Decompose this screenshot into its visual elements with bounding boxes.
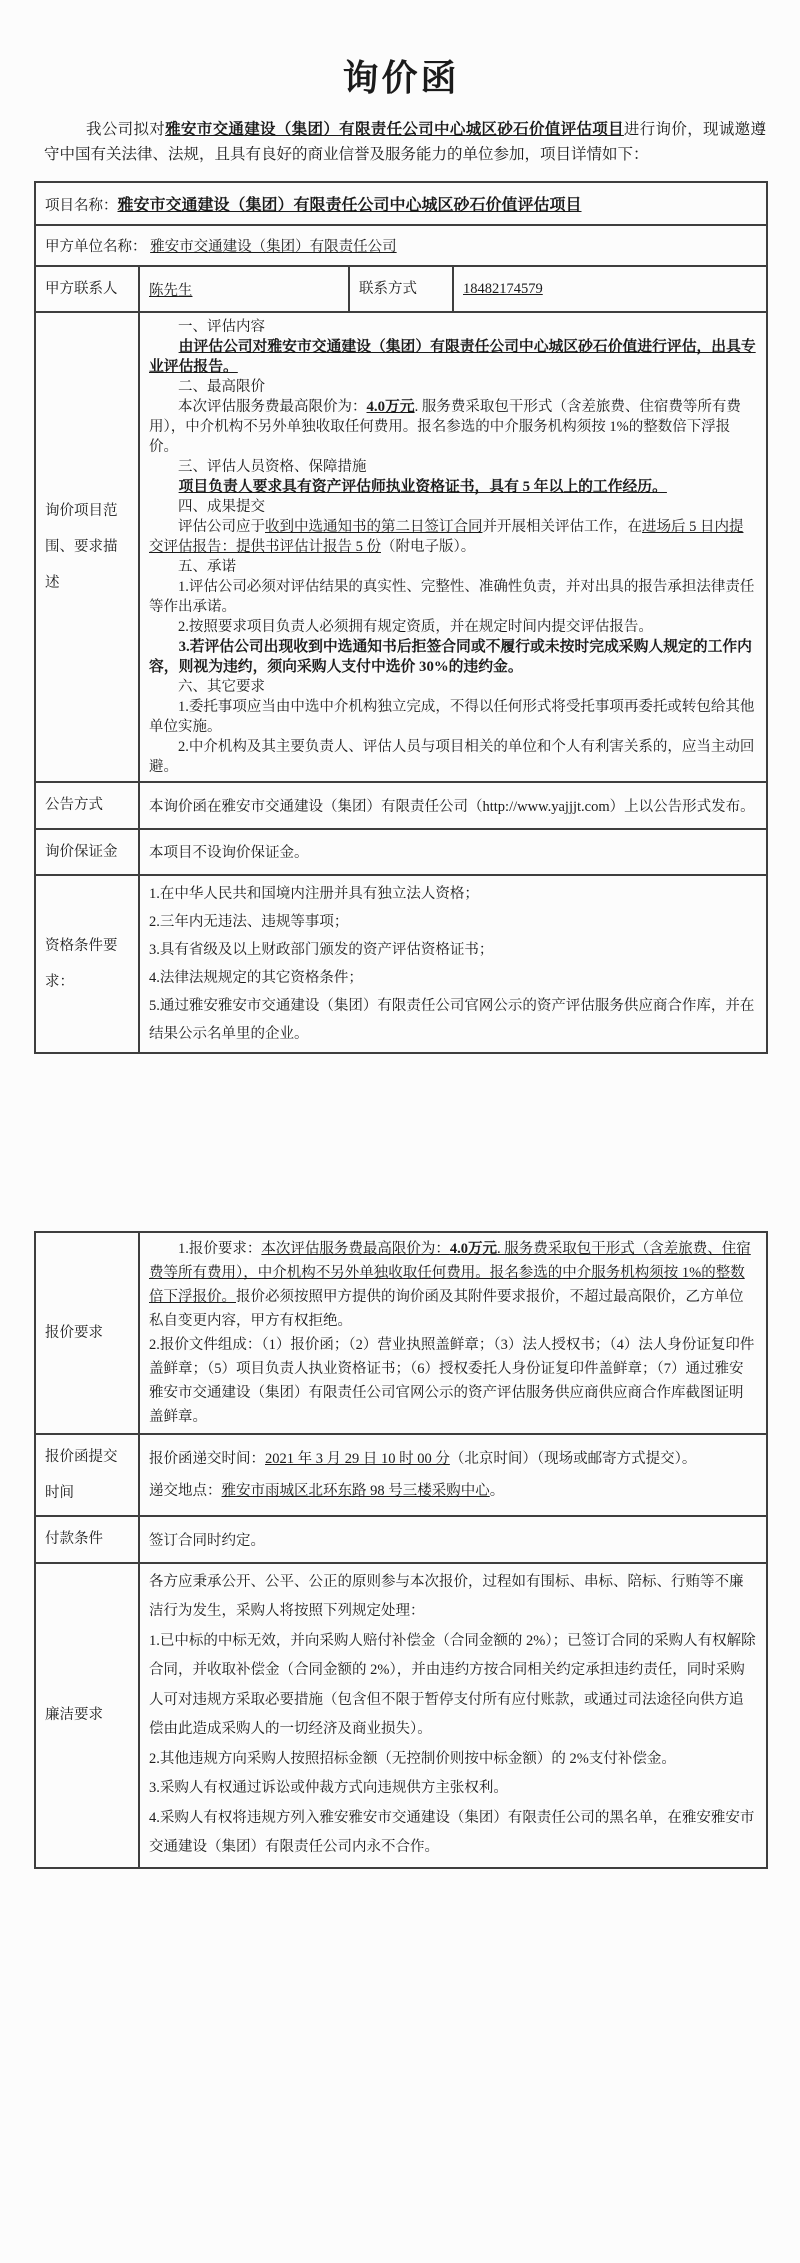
- scope-s4-p1: 评估公司应于: [178, 519, 265, 536]
- announcement-label: 公告方式: [35, 782, 139, 828]
- integrity-item: 1.已中标的中标无效，并向采购人赔付补偿金（合同金额的 2%）；已签订合同的采购人有权解除合同，并收取补偿金（合同金额的 2%），并由违约方按合同相关约定承担违约责任，同时采购人可对违规方采取必要措施（包含但不限于暂停支付所有应付账款，或通过司法途径向供方追偿由此造成采购人的一切经济及商业损失）。: [149, 1632, 756, 1737]
- quotation-table: [34, 1231, 768, 1869]
- scope-s2-rest: . 服务费采取包干形式（含差旅费、住宿费等所有费用），中介机构不另外单独收取任何费用。报名参选的中介服务机构须按 1%的整数倍下浮报价。: [149, 399, 741, 456]
- deadline-place-suffix: 。: [489, 1483, 505, 1499]
- quote-requirements-row: [35, 1232, 767, 1434]
- party-a-value: 雅安市交通建设（集团）有限责任公司: [150, 239, 397, 255]
- scope-s5-item2: 2.按照要求项目负责人必须拥有规定资质，并在规定时间内提交评估报告。: [178, 619, 653, 636]
- party-a-label: 甲方单位名称：: [45, 239, 147, 255]
- phone-number: 18482174579: [463, 280, 543, 297]
- deadline-time-value: 2021 年 3 月 29 日 10 时 00 分: [265, 1451, 450, 1467]
- scope-s4-p2: 并开展相关评估工作，在: [482, 519, 642, 536]
- scope-s4-body: [149, 517, 757, 557]
- scope-row: [35, 312, 767, 782]
- deposit-label: 询价保证金: [35, 829, 139, 875]
- deposit-row: [35, 829, 767, 875]
- scope-s5-heading: 五、承诺: [178, 559, 236, 576]
- scope-s5-item3: 3.若评估公司出现收到中选通知书后拒签合同或不履行或未按时完成采购人规定的工作内容，则视为违约，须向采购人支付中选价 30%的违约金。: [149, 639, 752, 676]
- deposit-value: 本项目不设询价保证金。: [139, 829, 767, 875]
- announcement-value: 本询价函在雅安市交通建设（集团）有限责任公司（http://www.yajjjt.com）上以公告形式发布。: [139, 782, 767, 828]
- party-a-row: [35, 225, 767, 266]
- intro-prefix: 我公司拟对: [86, 121, 166, 138]
- integrity-label: 廉洁要求: [35, 1563, 139, 1868]
- deadline-place-prefix: 递交地点：: [149, 1483, 222, 1499]
- quote-req-p1-rest: 报价必须按照甲方提供的询价函及其附件要求报价，不超过最高限价，乙方单位私自变更内容，甲方有权拒绝。: [149, 1288, 744, 1329]
- scope-s6-heading: 六、其它要求: [178, 679, 265, 696]
- payment-label: 付款条件: [35, 1516, 139, 1562]
- qualification-label: 资格条件要求：: [35, 875, 139, 1053]
- scope-s3-body: 项目负责人要求具有资产评估师执业资格证书，具有 5 年以上的工作经历。: [178, 479, 667, 496]
- integrity-item: 2.其他违规方向采购人按照招标金额（无控制价则按中标金额）的 2%支付补偿金。: [149, 1750, 676, 1767]
- quote-req-p1-u-prefix: 本次评估服务费最高限价为：: [261, 1240, 450, 1257]
- contact-label: 甲方联系人: [35, 266, 139, 312]
- quote-deadline-row: [35, 1434, 767, 1517]
- scope-s1-heading: 一、评估内容: [178, 319, 265, 336]
- integrity-row: [35, 1563, 767, 1868]
- qualification-item: 5.通过雅安雅安市交通建设（集团）有限责任公司官网公示的资产评估服务供应商合作库，并在结果公示名单里的企业。: [149, 997, 755, 1042]
- scope-s4-heading: 四、成果提交: [178, 499, 265, 516]
- phone-label: 联系方式: [349, 266, 453, 312]
- quote-deadline-place: [149, 1475, 757, 1507]
- contact-row: [35, 266, 767, 312]
- scope-label: 询价项目范围、要求描述: [35, 312, 139, 782]
- scope-s1-body: 由评估公司对雅安市交通建设（集团）有限责任公司中心城区砂石价值进行评估，出具专业评估报告。: [149, 339, 756, 376]
- scope-s4-u1: 收到中选通知书的第二日签订合同: [265, 519, 483, 536]
- phone-value-cell: [453, 266, 767, 312]
- contact-value-cell: [139, 266, 349, 312]
- qualification-content-cell: [139, 875, 767, 1053]
- project-name-cell: [35, 182, 767, 225]
- quote-requirements-p2: 2.报价文件组成：（1）报价函；（2）营业执照盖鲜章；（3）法人授权书；（4）法人身份证复印件盖鲜章；（5）项目负责人执业资格证书；（6）授权委托人身份证复印件盖鲜章；（7）通过雅安雅安市交通建设（集团）有限责任公司官网公示的资产评估服务供应商供应商合作库截图证明盖鲜章。: [149, 1336, 755, 1425]
- intro-project-name: 雅安市交通建设（集团）有限责任公司中心城区砂石价值评估项目: [165, 121, 624, 138]
- project-name-row: [35, 182, 767, 225]
- qualification-item: 1.在中华人民共和国境内注册并具有独立法人资格；: [149, 885, 479, 902]
- qualification-item: 2.三年内无违法、违规等事项；: [149, 913, 349, 930]
- quote-requirements-cell: [139, 1232, 767, 1434]
- integrity-item: 3.采购人有权通过诉讼或仲裁方式向违规供方主张权利。: [149, 1780, 508, 1796]
- scope-s6-item1: 1.委托事项应当由中选中介机构独立完成，不得以任何形式将受托事项再委托或转包给其他单位实施。: [149, 699, 755, 736]
- scope-s4-u2: 进场后 5 日内提交评估报告：提供书评估计报告 5 份: [149, 519, 744, 556]
- qualification-row: [35, 875, 767, 1053]
- scope-s5-item1: 1.评估公司必须对评估结果的真实性、完整性、准确性负责，并对出具的报告承担法律责任等作出承诺。: [149, 579, 755, 616]
- quote-deadline-time: [149, 1443, 757, 1475]
- scope-s6-item2: 2.中介机构及其主要负责人、评估人员与项目相关的单位和个人有利害关系的，应当主动回避。: [149, 739, 755, 776]
- qualification-item: 4.法律法规规定的其它资格条件；: [149, 969, 363, 986]
- integrity-cell: [139, 1563, 767, 1868]
- project-name-label: 项目名称：: [45, 198, 118, 214]
- deadline-place-value: 雅安市雨城区北环东路 98 号三楼采购中心: [221, 1483, 490, 1499]
- project-info-table: [34, 181, 768, 1054]
- deadline-time-suffix: （北京时间）（现场或邮寄方式提交）。: [449, 1451, 697, 1467]
- scope-s2-prefix: 本次评估服务费最高限价为：: [178, 399, 367, 416]
- scope-s4-p3: （附电子版）。: [381, 539, 476, 556]
- integrity-item: 4.采购人有权将违规方列入雅安雅安市交通建设（集团）有限责任公司的黑名单，在雅安雅安市交通建设（集团）有限责任公司内永不合作。: [149, 1809, 755, 1855]
- intro-suffix: 进行询价，现诚邀遵守中国有关法律、法规，且具有良好的商业信誉及服务能力的单位参加，项目详情如下：: [44, 121, 766, 163]
- payment-row: [35, 1516, 767, 1562]
- qualification-item: 3.具有省级及以上财政部门颁发的资产评估资格证书；: [149, 941, 494, 958]
- deadline-time-prefix: 报价函递交时间：: [149, 1451, 265, 1467]
- party-a-cell: [35, 225, 767, 266]
- quote-deadline-cell: [139, 1434, 767, 1517]
- project-name-value: 雅安市交通建设（集团）有限责任公司中心城区砂石价值评估项目: [117, 197, 582, 214]
- quote-requirements-p1: [149, 1237, 757, 1333]
- scope-content-cell: [139, 312, 767, 782]
- scope-s3-heading: 三、评估人员资格、保障措施: [178, 459, 367, 476]
- payment-value: 签订合同时约定。: [139, 1516, 767, 1562]
- quote-deadline-label: 报价函提交时间: [35, 1434, 139, 1517]
- quote-req-p1-u-rest: . 服务费采取包干形式（含差旅费、住宿费等所有费用），中介机构不另外单独收取任何费用。报名参选的中介服务机构须按 1%的整数倍下浮报价。: [149, 1240, 751, 1305]
- scope-s2-body: [149, 397, 757, 457]
- contact-name: 陈先生: [149, 282, 193, 299]
- scope-s2-heading: 二、最高限价: [178, 379, 265, 396]
- quote-req-p1-prefix: 1.报价要求：: [178, 1240, 262, 1257]
- integrity-intro: 各方应秉承公开、公平、公正的原则参与本次报价，过程如有围标、串标、陪标、行贿等不廉洁行为发生，采购人将按照下列规定处理：: [149, 1573, 744, 1619]
- intro-paragraph: [44, 117, 766, 167]
- announcement-row: [35, 782, 767, 828]
- quote-requirements-label: 报价要求: [35, 1232, 139, 1434]
- quote-req-p1-price: 4.0万元: [449, 1240, 497, 1257]
- page-title: 询价函: [342, 58, 460, 98]
- scope-s2-price: 4.0万元: [366, 399, 415, 416]
